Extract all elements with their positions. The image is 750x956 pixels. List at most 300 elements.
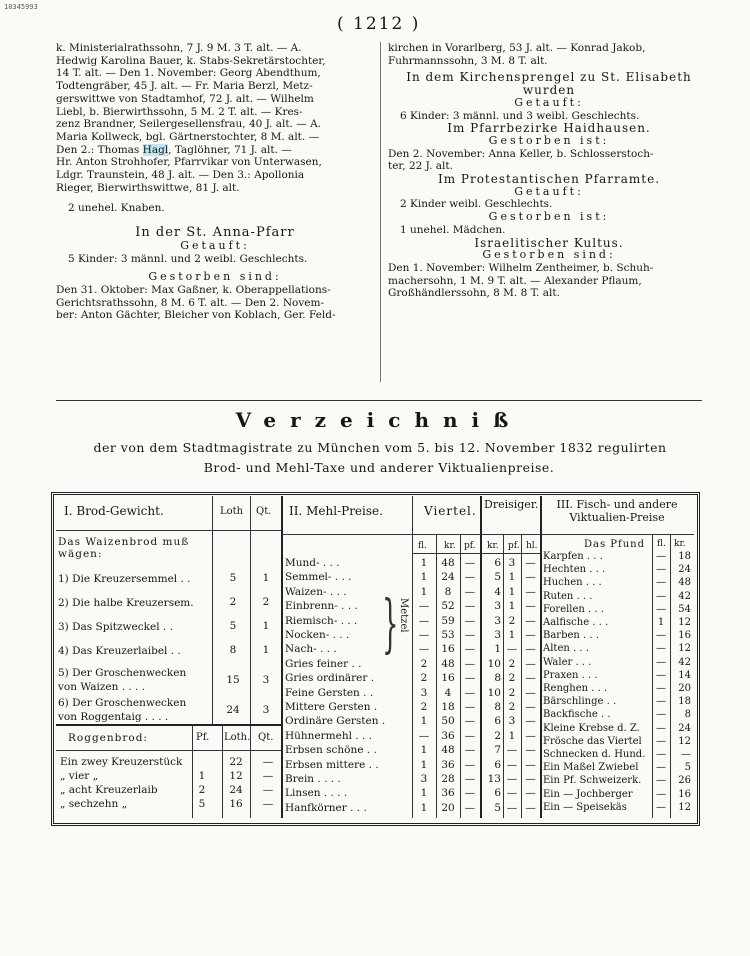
- fisch-item-name: Kleine Krebse d. Z.: [543, 722, 640, 734]
- mehl-item-kr: 59: [441, 614, 455, 627]
- fisch-item-name: Hechten . . .: [543, 564, 606, 576]
- mehl-item-pf: —: [464, 614, 476, 627]
- fisch-item-kr: 24: [678, 722, 691, 734]
- mehl-item-name: Hanfkörner . . .: [285, 801, 367, 814]
- mehl-item-name: Erbsen mittere . .: [285, 758, 379, 771]
- mehl-item-fl: 1: [420, 571, 428, 584]
- mehl-item-kr: 4: [444, 686, 452, 699]
- mehl-item-kr: 28: [441, 773, 455, 785]
- grid-line: [480, 496, 482, 818]
- fisch-item-fl: 1: [657, 617, 665, 628]
- fisch-item-fl: —: [656, 722, 666, 734]
- fisch-item-name: Schnecken d. Hund.: [543, 749, 646, 760]
- protestant-died-text: 1 unehel. Mädchen.: [400, 223, 506, 236]
- mehl-item-kr: 36: [441, 729, 455, 742]
- dreis-item-pf: —: [506, 643, 518, 656]
- mehl-item-kr: 18: [441, 701, 455, 713]
- grid-line: [521, 534, 522, 818]
- dreis-item-pf: —: [506, 758, 518, 771]
- fisch-item-fl: —: [656, 577, 666, 589]
- fisch-item-fl: —: [656, 683, 666, 694]
- mehl-item-pf: —: [464, 686, 476, 699]
- protestant-died: Gestorben ist:: [488, 210, 610, 224]
- mehl-item-fl: —: [418, 614, 430, 627]
- israelite-heading: Israelitischer Kultus.: [474, 235, 624, 250]
- mehl-item-kr: 24: [441, 571, 455, 584]
- mehl-item-pf: —: [464, 557, 476, 569]
- dreis-item-pf: —: [506, 787, 518, 800]
- anna-died-list: [56, 284, 374, 322]
- rogg-item-pf: 5: [198, 798, 206, 810]
- anna-baptized-text: 5 Kinder: 3 männl. und 2 weibl. Geschlechts.: [68, 252, 308, 265]
- brod-item-qt: 1: [262, 644, 270, 656]
- brod-item-loth: 5: [229, 572, 237, 584]
- fisch-item-fl: —: [656, 696, 666, 708]
- mehl-item-fl: 1: [420, 744, 428, 757]
- dreis-item-hl: —: [525, 585, 536, 598]
- mehl-item-pf: —: [464, 672, 476, 685]
- fisch-item-name: Ein Maßel Zwiebel: [543, 762, 639, 774]
- fisch-item-name: Ruten . . .: [543, 590, 593, 602]
- dreis-col-hl: hl.: [526, 541, 538, 551]
- mehl-item-pf: —: [464, 715, 476, 728]
- brod-item-name: 4) Das Kreuzerlaibel . .: [58, 645, 181, 657]
- fisch-item-kr: 20: [678, 683, 691, 694]
- fisch-item-kr: 8: [684, 709, 691, 721]
- mehl-item-fl: 3: [420, 686, 428, 699]
- grid-line: [250, 496, 251, 818]
- fisch-header-line2: Viktualien-Preise: [569, 511, 665, 524]
- left-column: [56, 42, 374, 322]
- dreis-item-hl: —: [525, 773, 536, 785]
- text-line: kirchen in Vorarlberg, 53 J. alt. — Konrad Jakob,: [388, 42, 646, 54]
- verzeichnis-title: Verzeichniß: [235, 408, 523, 432]
- mehl-item-pf: —: [464, 773, 476, 785]
- dreis-item-pf: 2: [508, 657, 516, 670]
- text-line: Rieger, Bierwirthswittwe, 81 J. alt.: [56, 181, 240, 194]
- fisch-item-name: Frösche das Viertel: [543, 735, 642, 747]
- mehl-item-pf: —: [464, 801, 476, 814]
- brod-item-name: 3) Das Spitzweckel . .: [58, 621, 173, 633]
- anna-baptized-heading: Getauft:: [180, 238, 250, 252]
- fisch-item-fl: —: [656, 590, 666, 602]
- fisch-item-fl: —: [656, 551, 666, 562]
- dreis-item-hl: —: [525, 614, 536, 627]
- mehl-item-pf: —: [464, 657, 476, 670]
- brod-item-name: 2) Die halbe Kreuzersem.: [58, 597, 194, 609]
- dreis-item-pf: 1: [508, 585, 516, 598]
- mehl-item-kr: 52: [441, 600, 455, 613]
- mehl-item-kr: 16: [441, 672, 455, 685]
- mehl-item-name: Einbrenn- . . .: [285, 600, 358, 613]
- dreis-item-hl: —: [525, 672, 536, 685]
- fisch-item-kr: 42: [678, 656, 691, 668]
- dreis-item-kr: 10: [487, 657, 501, 670]
- elisabeth-heading: In dem Kirchensprengel zu St. Elisabeth wurden: [406, 70, 692, 98]
- grid-line: [281, 496, 283, 818]
- fisch-item-name: Barben . . .: [543, 630, 599, 642]
- mehl-item-name: Mund- . . .: [285, 557, 340, 569]
- text-line: ter, 22 J. alt.: [388, 160, 453, 173]
- mehl-item-name: Gries ordinärer .: [285, 672, 375, 685]
- dreis-item-pf: 1: [508, 629, 516, 641]
- mehl-item-pf: —: [464, 629, 476, 641]
- mehl-item-fl: 1: [420, 585, 428, 598]
- fisch-item-kr: 24: [678, 564, 691, 576]
- mehl-item-name: Linsen . . . .: [285, 787, 348, 800]
- grid-line: [222, 724, 223, 818]
- metzel-brace: }: [382, 590, 399, 662]
- anna-died-heading: Gestorben sind:: [148, 270, 282, 284]
- fisch-item-name: Backfische . .: [543, 709, 611, 721]
- protestant-text: 2 Kinder weibl. Geschlechts.: [400, 198, 553, 211]
- rogg-col-qt: Qt.: [258, 732, 274, 743]
- mehl-item-name: Gries feiner . .: [285, 657, 362, 670]
- rogg-col-loth: Loth.: [224, 732, 251, 743]
- brod-section: [56, 496, 282, 818]
- grid-line: [652, 534, 653, 818]
- dreis-item-kr: 5: [494, 801, 501, 814]
- fisch-item-fl: —: [656, 630, 666, 642]
- text-line: Den 1. November: Wilhelm Zentheimer, b. Schuh-: [388, 261, 654, 274]
- fisch-item-name: Karpfen . . .: [543, 551, 603, 562]
- fisch-item-kr: 16: [678, 788, 691, 800]
- fisch-item-kr: 12: [678, 617, 691, 628]
- brod-item-name: 5) Der Groschenwecken von Waizen . . . .: [58, 667, 187, 693]
- fisch-item-kr: 12: [678, 801, 691, 813]
- dreis-item-kr: 8: [494, 672, 501, 685]
- fisch-item-name: Huchen . . .: [543, 577, 602, 589]
- text-line: Großhändlerssohn, 8 M. 8 T. alt.: [388, 287, 560, 300]
- mehl-col-kr: kr.: [444, 541, 456, 551]
- fisch-item-name: Ein — Speisekäs: [543, 801, 627, 813]
- left-death-list: [56, 42, 374, 144]
- haidhausen-died: Gestorben ist:: [488, 133, 610, 147]
- brod-header: I. Brod-Gewicht.: [64, 504, 164, 518]
- text-line: Hedwig Karolina Bauer, k. Stabs-Sekretärstochter,: [56, 54, 326, 67]
- rogg-item-qt: —: [262, 770, 274, 782]
- grid-line: [412, 553, 540, 554]
- mehl-item-name: Mittere Gersten .: [285, 701, 378, 713]
- section-separator: [56, 400, 702, 401]
- mehl-item-kr: 53: [441, 629, 455, 641]
- rogg-item-name: „ sechzehn „: [60, 798, 128, 810]
- dreis-item-hl: —: [525, 701, 536, 713]
- fisch-col-kr: kr.: [674, 539, 686, 549]
- fisch-item-fl: —: [656, 749, 666, 760]
- dreis-item-pf: 3: [508, 715, 516, 728]
- mehl-item-fl: 2: [420, 672, 428, 685]
- dreis-item-pf: 2: [508, 686, 516, 699]
- dreis-item-kr: 6: [494, 787, 501, 800]
- fisch-header: [542, 498, 692, 524]
- rogg-item-pf: 1: [198, 770, 206, 782]
- text-line: Liebl, b. Bierwirthssohn, 5 M. 2 T. alt. — Kres-: [56, 105, 303, 118]
- mehl-item-pf: —: [464, 643, 476, 656]
- fisch-item-kr: 12: [678, 735, 691, 747]
- brod-item-qt: 3: [262, 704, 270, 716]
- fisch-header-line1: III. Fisch- und andere: [556, 498, 678, 511]
- mehl-item-pf: —: [464, 571, 476, 584]
- dreis-item-kr: 1: [494, 643, 501, 656]
- dreis-item-hl: —: [525, 801, 536, 814]
- dreis-item-hl: —: [525, 729, 536, 742]
- rogg-item-name: Ein zwey Kreuzerstück: [60, 756, 183, 768]
- dreis-item-pf: —: [506, 744, 518, 757]
- fisch-item-kr: 54: [678, 603, 691, 615]
- protestant-heading: Im Protestantischen Pfarramte.: [437, 172, 661, 187]
- mehl-col-fl: fl.: [418, 541, 427, 551]
- fisch-item-kr: —: [681, 749, 691, 760]
- brod-item-qt: 1: [262, 572, 270, 584]
- dreis-item-kr: 6: [494, 715, 501, 728]
- brod-item-name: 6) Der Groschenwecken von Roggentaig . . . .: [58, 697, 187, 723]
- mehl-item-fl: 1: [420, 787, 428, 800]
- mehl-item-kr: 8: [444, 585, 452, 598]
- archive-stamp: 10345993: [4, 3, 38, 11]
- dreis-item-kr: 4: [494, 585, 501, 598]
- right-column: [388, 42, 710, 300]
- mehl-item-pf: —: [464, 585, 476, 598]
- dreis-item-kr: 2: [494, 729, 501, 742]
- haidhausen-heading: Im Pfarrbezirke Haidhausen.: [447, 121, 651, 136]
- left-highlight-line: Den 2.: Thomas Hagl, Taglöhner, 71 J. alt. —: [56, 143, 292, 156]
- mehl-item-name: Hühnermehl . . .: [285, 729, 372, 742]
- born-unmarried: 2 unehel. Knaben.: [68, 202, 165, 215]
- mehl-item-kr: 48: [441, 557, 455, 569]
- fisch-item-kr: 16: [678, 630, 691, 642]
- mehl-item-kr: 48: [441, 744, 455, 757]
- dreis-item-hl: —: [525, 643, 536, 656]
- fisch-item-kr: 42: [678, 590, 691, 602]
- rogg-item-pf: 2: [198, 784, 206, 796]
- dreis-item-pf: 2: [508, 701, 516, 713]
- fisch-item-fl: —: [656, 762, 666, 774]
- dreis-col-kr: kr.: [487, 541, 499, 551]
- grid-line: [670, 534, 671, 818]
- fisch-item-name: Bärschlinge . .: [543, 696, 617, 708]
- brod-item-loth: 5: [229, 620, 237, 632]
- brod-item-loth: 24: [226, 704, 240, 716]
- grid-line: [56, 750, 282, 751]
- dreis-item-hl: —: [525, 744, 536, 757]
- verzeichnis-line1: der von dem Stadtmagistrate zu München vom 5. bis 12. November 1832 regulirten: [93, 440, 667, 455]
- dreis-item-kr: 6: [494, 557, 501, 569]
- fisch-item-fl: —: [656, 603, 666, 615]
- mehl-item-fl: 1: [420, 801, 428, 814]
- text-line: zenz Brandner, Seilergesellensfrau, 40 J. alt. — A.: [56, 118, 321, 131]
- brod-item-loth: 2: [229, 596, 237, 608]
- brod-intro: Das Waizenbrod muß wägen:: [58, 536, 190, 560]
- fisch-item-kr: 12: [678, 643, 691, 655]
- grid-line: [56, 530, 282, 531]
- dreis-header: Dreisiger.: [484, 498, 539, 511]
- rogg-item-qt: —: [262, 784, 274, 796]
- fisch-col-fl: fl.: [657, 539, 666, 549]
- grid-line: [460, 534, 461, 818]
- fisch-item-fl: —: [656, 775, 666, 787]
- grid-line: [540, 496, 542, 818]
- viertel-header: Viertel.: [424, 504, 477, 518]
- elisabeth-text: 6 Kinder: 3 männl. und 3 weibl. Geschlechts.: [400, 109, 640, 122]
- dreis-item-hl: —: [525, 715, 536, 728]
- mehl-item-fl: —: [418, 729, 430, 742]
- fisch-item-name: Renghen . . .: [543, 683, 608, 694]
- fisch-item-kr: 18: [678, 696, 691, 708]
- fisch-item-fl: —: [656, 669, 666, 681]
- dreis-item-kr: 8: [494, 701, 501, 713]
- text-line: 14 T. alt. — Den 1. November: Georg Abendthum,: [56, 67, 321, 80]
- fisch-item-fl: —: [656, 801, 666, 813]
- fisch-item-name: Forellen . . .: [543, 603, 604, 615]
- mehl-col-pf: pf.: [464, 541, 476, 551]
- dreis-item-hl: —: [525, 787, 536, 800]
- mehl-item-name: Ordinäre Gersten .: [285, 715, 386, 728]
- mehl-item-name: Erbsen schöne . .: [285, 744, 377, 757]
- dreis-col-pf: pf.: [508, 541, 520, 551]
- mehl-item-fl: —: [418, 643, 430, 656]
- mehl-item-kr: 20: [441, 801, 455, 814]
- fisch-item-kr: 48: [678, 577, 691, 589]
- dreis-item-hl: —: [525, 686, 536, 699]
- grid-line: [540, 534, 694, 535]
- text-line: gerswittwe von Stadtamhof, 72 J. alt. — Wilhelm: [56, 92, 314, 105]
- fisch-item-kr: 14: [678, 669, 691, 681]
- mehl-item-pf: —: [464, 758, 476, 771]
- mehl-item-kr: 36: [441, 758, 455, 771]
- dreis-item-hl: —: [525, 600, 536, 613]
- rogg-item-name: „ vier „: [60, 770, 99, 782]
- brod-item-qt: 1: [262, 620, 270, 632]
- mehl-item-name: Riemisch- . . .: [285, 614, 358, 627]
- column-divider: [380, 42, 381, 382]
- israelite-list: [388, 262, 710, 300]
- fisch-item-fl: —: [656, 735, 666, 747]
- dreis-item-kr: 3: [494, 600, 501, 613]
- grid-line: [412, 496, 413, 818]
- mehl-item-fl: 1: [420, 557, 428, 569]
- verzeichnis-line2: Brod- und Mehl-Taxe und anderer Viktualienpreise.: [203, 460, 555, 475]
- fisch-item-name: Waler . . .: [543, 656, 592, 668]
- fisch-item-kr: 5: [684, 762, 691, 774]
- fisch-item-kr: 18: [678, 551, 691, 562]
- mehl-item-pf: —: [464, 729, 476, 742]
- fisch-item-name: Ein Pf. Schweizerk.: [543, 775, 642, 787]
- mehl-item-name: Feine Gersten . .: [285, 686, 374, 699]
- grid-line: [56, 724, 282, 726]
- mehl-item-name: Brein . . . .: [285, 773, 341, 785]
- rogg-item-name: „ acht Kreuzerlaib: [60, 784, 158, 796]
- mehl-item-fl: 1: [420, 715, 428, 728]
- mehl-item-name: Semmel- . . .: [285, 571, 352, 584]
- brod-item-loth: 8: [229, 644, 237, 656]
- text-line: Ldgr. Traunstein, 48 J. alt. — Den 3.: Apollonia: [56, 169, 305, 182]
- text-line: Den 31. Oktober: Max Gaßner, k. Oberappellations-: [56, 283, 331, 296]
- mehl-item-fl: 1: [420, 758, 428, 771]
- dreis-item-kr: 7: [494, 744, 501, 757]
- brod-item-loth: 15: [226, 674, 240, 686]
- dreis-item-pf: 1: [508, 729, 516, 742]
- text-line: k. Ministerialrathssohn, 7 J. 9 M. 3 T. alt. — A.: [56, 42, 302, 54]
- dreis-item-pf: 1: [508, 571, 516, 584]
- israelite-died: Gestorben sind:: [482, 248, 616, 262]
- dreis-item-kr: 3: [494, 629, 501, 641]
- mehl-item-name: Waizen- . . .: [285, 585, 347, 598]
- fisch-item-name: Alten . . .: [543, 643, 589, 655]
- text-line: ber: Anton Gächter, Bleicher von Koblach, Ger. Feld-: [56, 309, 336, 322]
- mehl-item-kr: 50: [441, 715, 455, 728]
- mehl-item-fl: 2: [420, 657, 428, 670]
- dreis-item-pf: —: [506, 801, 518, 814]
- dreis-item-kr: 3: [494, 614, 501, 627]
- grid-line: [192, 724, 193, 818]
- text-line: Fuhrmannssohn, 3 M. 8 T. alt.: [388, 54, 548, 67]
- text-line: Todtengräber, 45 J. alt. — Fr. Maria Berzl, Metz-: [56, 80, 313, 93]
- rogg-col-pf: Pf.: [196, 732, 210, 743]
- mehl-item-fl: —: [418, 629, 430, 641]
- rogg-item-loth: 22: [229, 756, 243, 768]
- page-number: ( 1212 ): [337, 14, 421, 34]
- brod-col-loth: Loth: [220, 506, 244, 517]
- mehl-item-pf: —: [464, 744, 476, 757]
- dreis-item-pf: 3: [508, 557, 516, 569]
- dreis-item-hl: —: [525, 557, 536, 569]
- text-line: Den 2. November: Anna Keller, b. Schlosserstoch-: [388, 147, 654, 160]
- fisch-item-fl: —: [656, 709, 666, 721]
- mehl-item-fl: 3: [420, 773, 428, 785]
- mehl-item-pf: —: [464, 787, 476, 800]
- rogg-item-loth: 16: [229, 798, 243, 810]
- fisch-item-fl: —: [656, 643, 666, 655]
- rogg-header: Roggenbrod:: [68, 732, 148, 744]
- mehl-item-kr: 16: [441, 643, 455, 656]
- haidhausen-list: [388, 148, 710, 173]
- dreis-item-kr: 6: [494, 758, 501, 771]
- brod-item-qt: 2: [262, 596, 270, 608]
- dreis-item-pf: 2: [508, 672, 516, 685]
- text-line: Maria Kollweck, bgl. Gärtnerstochter, 8 M. alt. —: [56, 130, 320, 143]
- fisch-item-name: Praxen . . .: [543, 669, 598, 681]
- mehl-item-name: Nocken- . . .: [285, 629, 350, 641]
- right-death-list: [388, 42, 710, 67]
- rogg-item-loth: 12: [229, 770, 243, 782]
- dreis-item-kr: 5: [494, 571, 501, 584]
- mehl-header: II. Mehl-Preise.: [289, 504, 383, 518]
- grid-line: [503, 534, 504, 818]
- dreis-item-hl: —: [525, 758, 536, 771]
- fisch-item-name: Ein — Jochberger: [543, 788, 633, 800]
- anna-parish-heading: In der St. Anna-Pfarr: [135, 225, 295, 241]
- text-line: Gerichtsrathssohn, 8 M. 6 T. alt. — Den 2. Novem-: [56, 296, 324, 309]
- mehl-item-kr: 36: [441, 787, 455, 800]
- text-line: Hr. Anton Strohhofer, Pfarrvikar von Unterwasen,: [56, 156, 322, 169]
- mehl-item-pf: —: [464, 701, 476, 713]
- mehl-item-kr: 48: [441, 657, 455, 670]
- fisch-item-fl: —: [656, 564, 666, 576]
- dreis-item-hl: —: [525, 629, 536, 641]
- rogg-item-qt: —: [262, 756, 274, 768]
- rogg-item-qt: —: [262, 798, 274, 810]
- dreis-item-kr: 10: [487, 686, 501, 699]
- dreis-item-pf: 1: [508, 600, 516, 613]
- dreis-item-pf: —: [506, 773, 518, 785]
- fisch-item-fl: —: [656, 788, 666, 800]
- text-line: machersohn, 1 M. 9 T. alt. — Alexander Pflaum,: [388, 274, 642, 287]
- brod-item-qt: 3: [262, 674, 270, 686]
- protestant-baptized: Getauft:: [514, 184, 584, 198]
- dreis-item-hl: —: [525, 657, 536, 670]
- mehl-item-pf: —: [464, 600, 476, 613]
